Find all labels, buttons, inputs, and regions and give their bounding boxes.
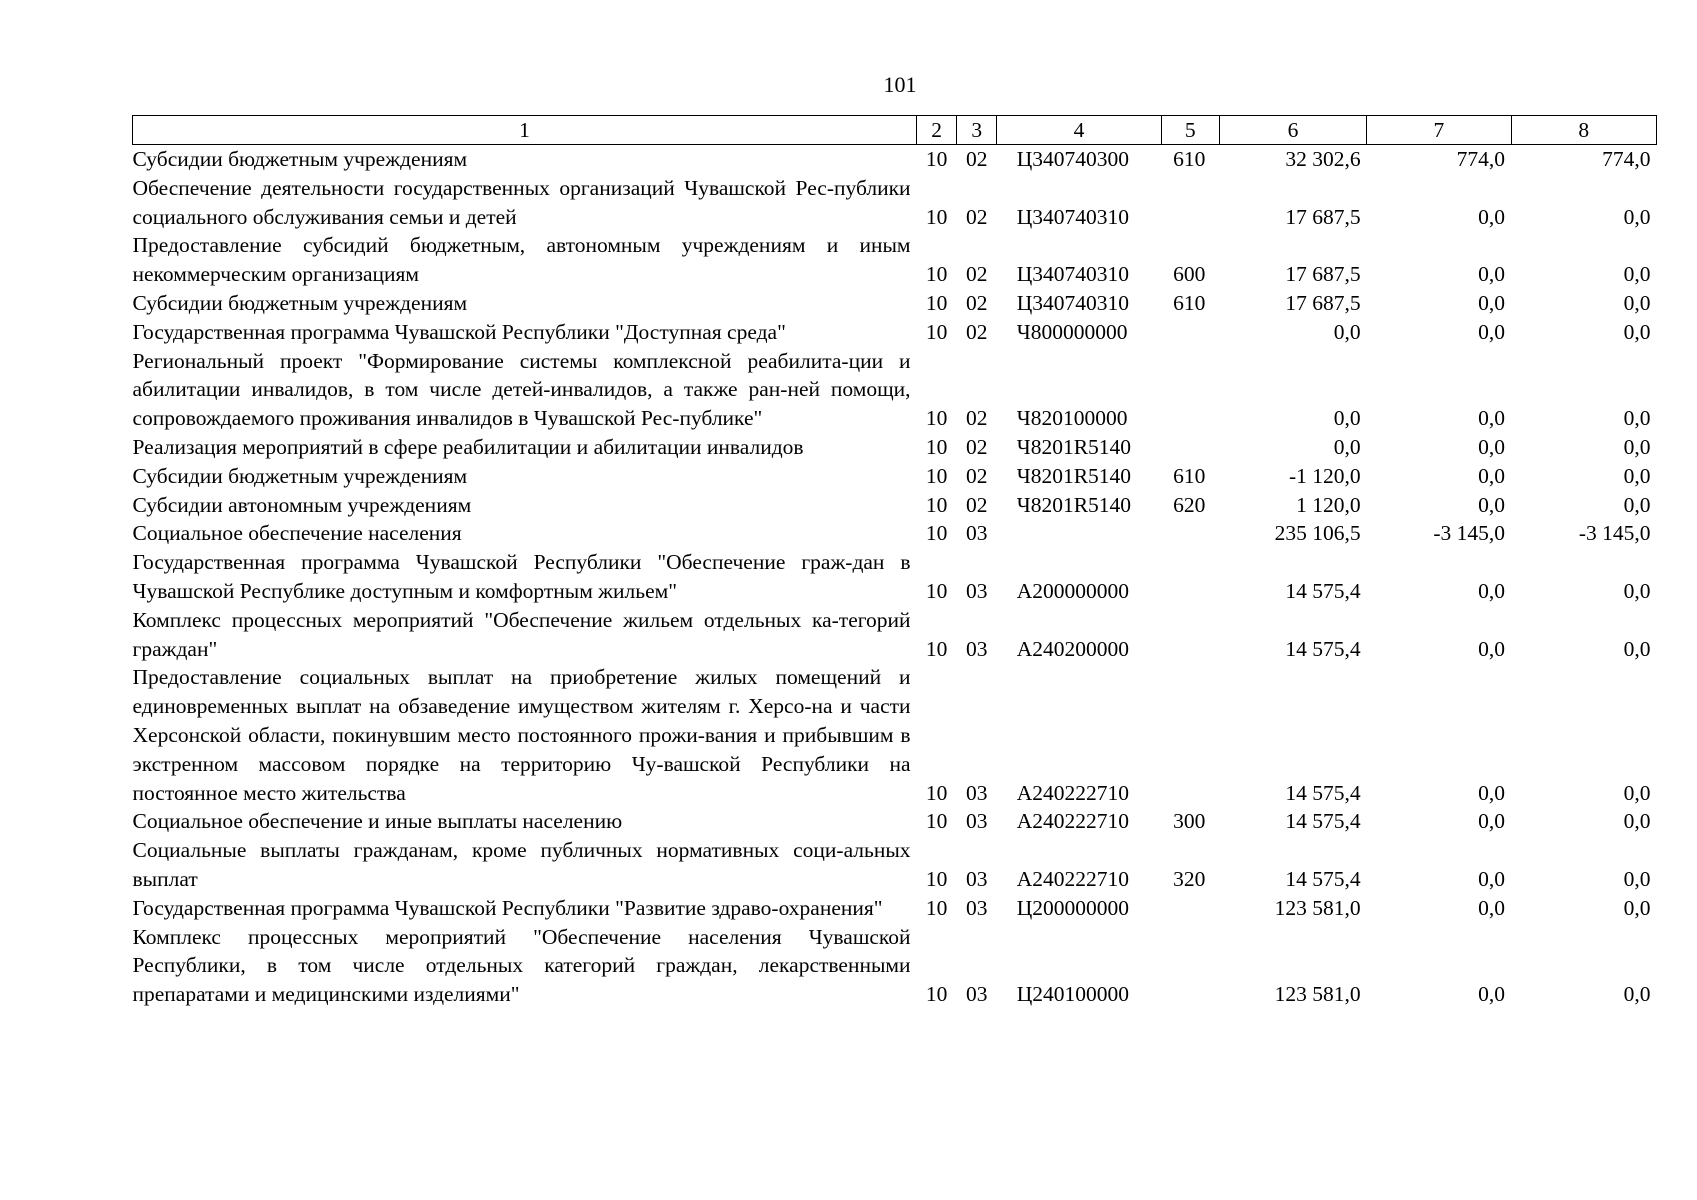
budget-table xyxy=(132,115,1657,1009)
row-name: Комплекс процессных мероприятий "Обеспечение населения Чувашской Республики, в том числе отдельных категорий граждан, лекарственными препаратами и медицинскими изделиями" xyxy=(132,924,911,1007)
row-target-code: Ц340740310 xyxy=(1016,290,1130,315)
table-row xyxy=(133,174,1657,232)
row-value-6: 14 575,4 xyxy=(1285,866,1361,891)
row-name: Обеспечение деятельности государственных организаций Чувашской Рес-публики социального обслуживания семьи и детей xyxy=(132,175,911,229)
row-name: Реализация мероприятий в сфере реабилитации и абилитации инвалидов xyxy=(132,434,804,459)
row-value-6: 32 302,6 xyxy=(1285,147,1361,171)
row-value-6: 14 575,4 xyxy=(1285,780,1361,805)
row-subsection: 02 xyxy=(965,463,988,488)
row-section: 10 xyxy=(925,521,948,546)
row-value-7: 0,0 xyxy=(1478,262,1506,287)
row-value-6: 17 687,5 xyxy=(1285,290,1361,315)
row-value-6: 0,0 xyxy=(1333,319,1361,344)
row-value-8: 0,0 xyxy=(1623,406,1651,431)
header-col-3: 3 xyxy=(957,116,997,145)
row-expense-type xyxy=(1161,433,1219,462)
table-row xyxy=(133,347,1657,433)
row-target-code: Ч8201R5140 xyxy=(1016,492,1132,517)
header-row xyxy=(133,116,1657,145)
header-col-5: 5 xyxy=(1161,116,1219,145)
row-section: 10 xyxy=(925,147,948,171)
row-section: 10 xyxy=(925,406,948,431)
header-col-2: 2 xyxy=(917,116,957,145)
row-name: Региональный проект "Формирование системы комплексной реабилита-ции и абилитации инвалидов, в том числе детей-инвалидов, а также ран-ней помощи, сопровождаемого проживания инвалидов в Чувашской Рес-публике" xyxy=(132,348,911,431)
row-section: 10 xyxy=(925,636,948,661)
table-row xyxy=(133,145,1657,174)
row-value-6: 1 120,0 xyxy=(1296,492,1361,517)
header-col-1: 1 xyxy=(133,116,917,145)
row-name: Субсидии бюджетным учреждениям xyxy=(132,147,468,171)
row-target-code: А240222710 xyxy=(1016,780,1130,805)
row-subsection: 03 xyxy=(965,578,988,603)
row-value-7: 0,0 xyxy=(1478,434,1506,459)
row-value-7: 0,0 xyxy=(1478,492,1506,517)
row-subsection: 03 xyxy=(965,982,988,1007)
row-section: 10 xyxy=(925,204,948,229)
row-name: Государственная программа Чувашской Республики "Развитие здраво-охранения" xyxy=(132,895,883,920)
row-value-6: 17 687,5 xyxy=(1285,262,1361,287)
row-section: 10 xyxy=(925,434,948,459)
row-value-6: 14 575,4 xyxy=(1285,578,1361,603)
row-expense-type: 610 xyxy=(1173,290,1206,315)
table-row xyxy=(133,894,1657,923)
row-value-8: 0,0 xyxy=(1623,809,1651,834)
header-col-4: 4 xyxy=(997,116,1161,145)
row-value-8: 0,0 xyxy=(1623,866,1651,891)
row-section: 10 xyxy=(925,492,948,517)
row-expense-type xyxy=(1161,519,1219,548)
row-subsection: 02 xyxy=(965,406,988,431)
row-section: 10 xyxy=(925,809,948,834)
table-row xyxy=(133,289,1657,318)
row-value-7: 0,0 xyxy=(1478,809,1506,834)
row-value-6: 0,0 xyxy=(1333,406,1361,431)
row-value-7: 0,0 xyxy=(1478,290,1506,315)
row-value-7: -3 145,0 xyxy=(1433,521,1506,546)
table-row xyxy=(133,548,1657,606)
row-section: 10 xyxy=(925,866,948,891)
row-target-code: Ч8201R5140 xyxy=(1016,434,1132,459)
row-subsection: 02 xyxy=(965,147,988,171)
row-name: Социальные выплаты гражданам, кроме публичных нормативных соци-альных выплат xyxy=(132,838,911,891)
table-row xyxy=(133,318,1657,347)
row-value-7: 0,0 xyxy=(1478,982,1506,1007)
row-target-code: Ц240100000 xyxy=(1016,982,1130,1007)
row-target-code: А200000000 xyxy=(1016,578,1130,603)
table-header xyxy=(133,116,1657,145)
row-subsection: 02 xyxy=(965,434,988,459)
page-number: 101 xyxy=(883,72,917,97)
table-row xyxy=(133,807,1657,836)
row-expense-type: 300 xyxy=(1173,809,1206,834)
row-name: Социальное обеспечение населения xyxy=(132,521,462,546)
row-name: Предоставление социальных выплат на приобретение жилых помещений и единовременных выплат на обзаведение имуществом жителям г. Херсо-на и части Херсонской области, покинувшим место постоянного прожи-вания и прибывшим в экстренном массовом порядке на территорию Чу-вашской Республики на постоянное место жительства xyxy=(132,665,911,805)
row-expense-type: 600 xyxy=(1173,262,1206,287)
row-name: Субсидии бюджетным учреждениям xyxy=(132,463,468,488)
row-value-8: 0,0 xyxy=(1623,636,1651,661)
row-subsection: 03 xyxy=(965,780,988,805)
row-subsection: 03 xyxy=(965,636,988,661)
row-subsection: 02 xyxy=(965,290,988,315)
row-subsection: 02 xyxy=(965,319,988,344)
row-target-code: Ц200000000 xyxy=(1016,895,1130,920)
row-value-8: 0,0 xyxy=(1623,982,1651,1007)
row-value-6: 235 106,5 xyxy=(1274,521,1361,546)
header-col-6: 6 xyxy=(1219,116,1366,145)
row-expense-type xyxy=(1161,548,1219,606)
row-name: Государственная программа Чувашской Республики "Обеспечение граж-дан в Чувашской Республике доступным и комфортным жильем" xyxy=(132,550,911,603)
row-value-8: 0,0 xyxy=(1623,204,1651,229)
row-value-8: 0,0 xyxy=(1623,290,1651,315)
row-section: 10 xyxy=(925,463,948,488)
row-expense-type xyxy=(1161,347,1219,433)
row-value-6: 123 581,0 xyxy=(1274,895,1361,920)
row-section: 10 xyxy=(925,982,948,1007)
row-section: 10 xyxy=(925,578,948,603)
row-expense-type: 320 xyxy=(1173,866,1206,891)
row-subsection: 02 xyxy=(965,262,988,287)
row-expense-type: 610 xyxy=(1173,463,1206,488)
row-expense-type xyxy=(1161,663,1219,807)
table-row xyxy=(133,231,1657,289)
table-row xyxy=(133,606,1657,664)
row-section: 10 xyxy=(925,290,948,315)
row-value-7: 0,0 xyxy=(1478,578,1506,603)
row-value-6: 0,0 xyxy=(1333,434,1361,459)
row-target-code: Ц340740310 xyxy=(1016,262,1130,287)
row-value-8: 0,0 xyxy=(1623,578,1651,603)
row-value-7: 0,0 xyxy=(1478,895,1506,920)
row-expense-type xyxy=(1161,174,1219,232)
row-target-code: Ч820100000 xyxy=(1016,406,1128,431)
row-value-7: 0,0 xyxy=(1478,780,1506,805)
row-subsection: 02 xyxy=(965,492,988,517)
row-value-7: 0,0 xyxy=(1478,866,1506,891)
row-subsection: 03 xyxy=(965,895,988,920)
row-target-code: Ч800000000 xyxy=(1016,319,1128,344)
table-row xyxy=(133,836,1657,894)
row-expense-type xyxy=(1161,606,1219,664)
row-expense-type: 610 xyxy=(1173,147,1206,171)
row-section: 10 xyxy=(925,262,948,287)
row-expense-type: 620 xyxy=(1173,492,1206,517)
row-value-7: 0,0 xyxy=(1478,204,1506,229)
row-section: 10 xyxy=(925,319,948,344)
row-subsection: 03 xyxy=(965,866,988,891)
row-value-8: 0,0 xyxy=(1623,319,1651,344)
row-value-7: 774,0 xyxy=(1456,147,1506,171)
row-target-code: Ч8201R5140 xyxy=(1016,463,1132,488)
row-value-6: 17 687,5 xyxy=(1285,204,1361,229)
table-row xyxy=(133,433,1657,462)
row-value-6: 14 575,4 xyxy=(1285,636,1361,661)
row-value-6: 14 575,4 xyxy=(1285,809,1361,834)
row-value-8: 0,0 xyxy=(1623,262,1651,287)
row-name: Социальное обеспечение и иные выплаты населению xyxy=(132,809,623,834)
header-col-7: 7 xyxy=(1367,116,1511,145)
row-value-8: 0,0 xyxy=(1623,434,1651,459)
row-value-8: 0,0 xyxy=(1623,780,1651,805)
row-section: 10 xyxy=(925,895,948,920)
table-row xyxy=(133,923,1657,1009)
row-target-code xyxy=(997,519,1161,548)
row-name: Государственная программа Чувашской Республики "Доступная среда" xyxy=(132,319,786,344)
row-value-8: -3 145,0 xyxy=(1578,521,1651,546)
table-row xyxy=(133,663,1657,807)
row-value-6: 123 581,0 xyxy=(1274,982,1361,1007)
row-expense-type xyxy=(1161,318,1219,347)
row-value-6: -1 120,0 xyxy=(1289,463,1361,488)
row-value-8: 0,0 xyxy=(1623,895,1651,920)
row-name: Предоставление субсидий бюджетным, автономным учреждениям и иным некоммерческим организациям xyxy=(132,233,911,287)
row-value-7: 0,0 xyxy=(1478,463,1506,488)
row-name: Субсидии автономным учреждениям xyxy=(132,492,472,517)
row-target-code: А240200000 xyxy=(1016,636,1130,661)
table-body xyxy=(133,145,1657,1009)
row-value-7: 0,0 xyxy=(1478,636,1506,661)
header-col-8: 8 xyxy=(1511,116,1656,145)
row-value-8: 0,0 xyxy=(1623,463,1651,488)
row-target-code: Ц340740310 xyxy=(1016,204,1130,229)
row-name: Комплекс процессных мероприятий "Обеспечение жильем отдельных ка-тегорий граждан" xyxy=(132,607,911,661)
row-section: 10 xyxy=(925,780,948,805)
row-subsection: 03 xyxy=(965,809,988,834)
row-value-8: 0,0 xyxy=(1623,492,1651,517)
row-target-code: А240222710 xyxy=(1016,866,1130,891)
table-row xyxy=(133,491,1657,520)
row-name: Субсидии бюджетным учреждениям xyxy=(132,290,468,315)
table-row xyxy=(133,462,1657,491)
row-target-code: А240222710 xyxy=(1016,809,1130,834)
row-value-7: 0,0 xyxy=(1478,406,1506,431)
row-expense-type xyxy=(1161,894,1219,923)
row-target-code: Ц340740300 xyxy=(1016,147,1130,171)
row-value-7: 0,0 xyxy=(1478,319,1506,344)
row-subsection: 03 xyxy=(965,521,988,546)
row-value-8: 774,0 xyxy=(1602,147,1651,171)
row-expense-type xyxy=(1161,923,1219,1009)
table-row xyxy=(133,519,1657,548)
row-subsection: 02 xyxy=(965,204,988,229)
